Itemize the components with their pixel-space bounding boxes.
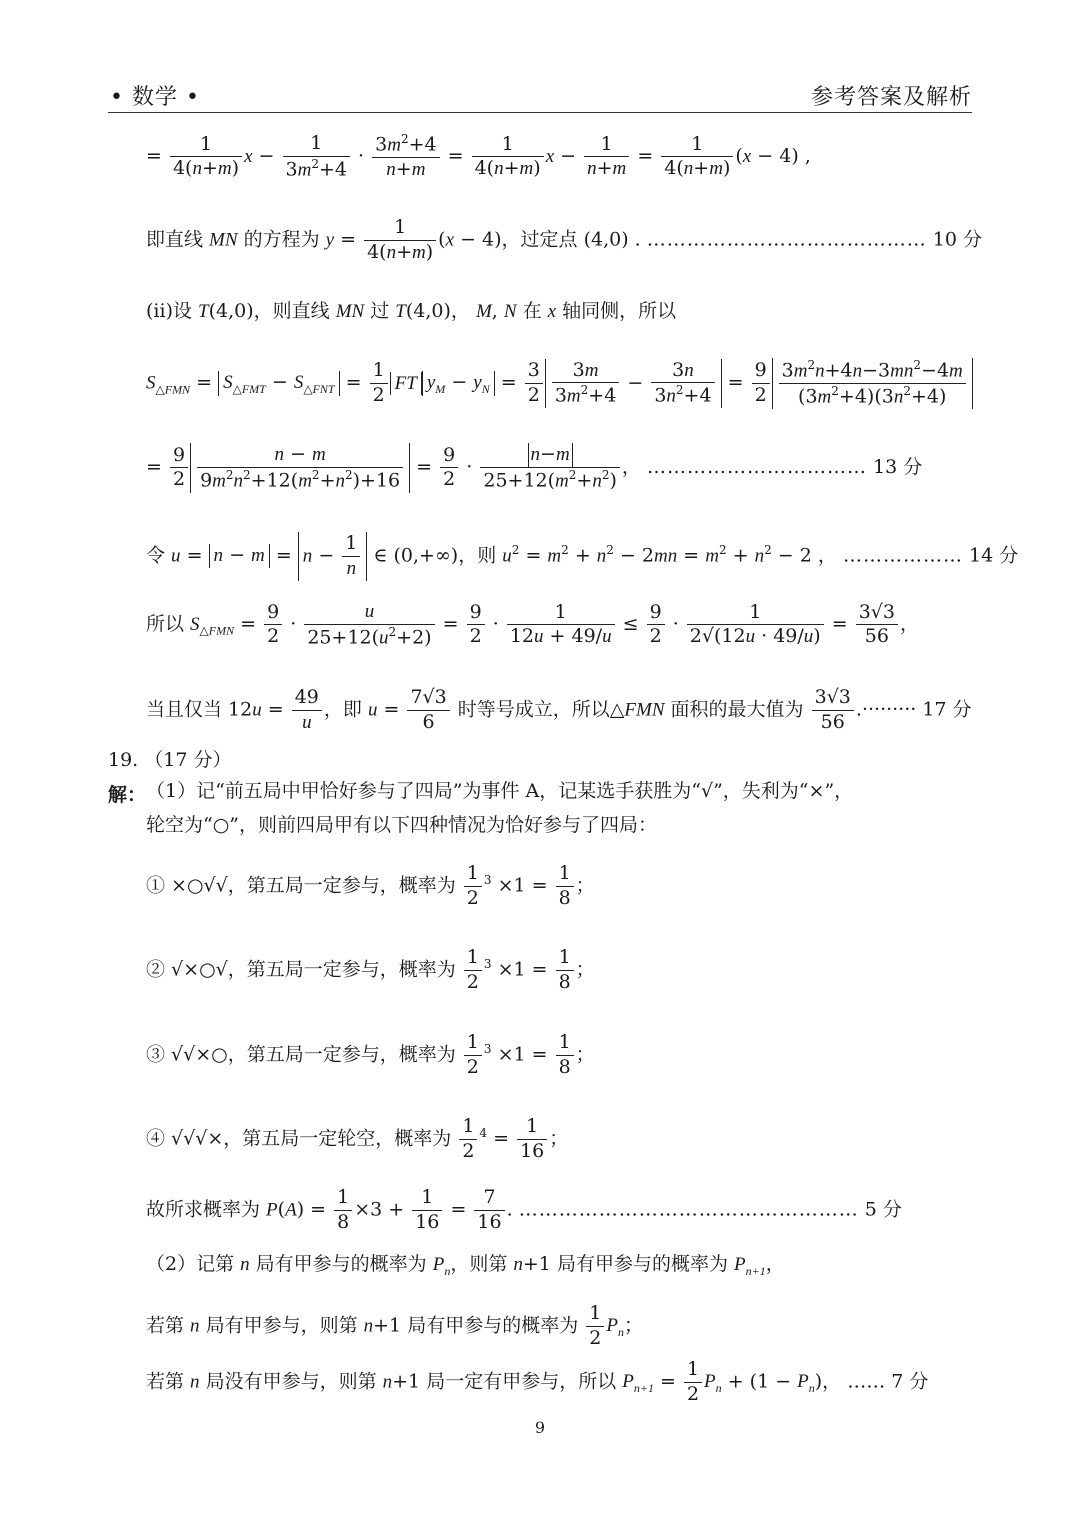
area-expression-2: = $\frac{9}{2}$ $\frac{n - m}{9m^2n^2+12(m^2+n^2)+16}$ = $\frac{9}{2}$ · $\frac{n-m}{25+12(m^2+n^2)}$ ， …………………………… 13 分	[146, 443, 923, 492]
area-bound-line: 所以 $S_{\triangle FMN}$ = $\frac{9}{2}$ · $\frac{u}{25+12(u^2+2)}$ = $\frac{9}{2}$ · $\frac{1}{12u + 49/u}$ ≤ $\frac{9}{2}$ · $\frac{1}{2√(12u \cdot 49/u)}$ = $\frac{3√3}{56}$ ，	[146, 600, 920, 649]
score-10: 10 分	[932, 228, 982, 251]
line-mn-equation: 即直线 MN 的方程为 y = $\frac{1}{4(n+m)}$ (x − 4)，过定点 (4,0) . …………………………………… 10 分	[146, 216, 982, 263]
case-1: ① ×○√√，第五局一定参与，概率为 $\frac{1}{2}$ $^3$ ×1 = $\frac{1}{8}$ ；	[146, 862, 595, 909]
score-5: 5 分	[864, 1198, 902, 1221]
part2-line-b: 若第 n 局有甲参与，则第 n+1 局有甲参与的概率为 $\frac{1}{2}$ $P_n$；	[146, 1302, 643, 1349]
part1-line-a: （1）记“前五局中甲恰好参与了四局”为事件 A，记某选手获胜为“√”，失利为“×”，	[146, 780, 854, 802]
header-rule	[108, 112, 972, 113]
part1-line-b: 轮空为“○”，则前四局甲有以下四种情况为恰好参与了四局：	[146, 814, 658, 836]
score-7: 7 分	[891, 1370, 929, 1393]
page-number: 9	[534, 1418, 546, 1437]
score-14: 14 分	[968, 544, 1019, 567]
area-expression-1: $S_{\triangle FMN} = S_{\triangle FMT} - S_{\triangle FNT}$ = $\frac{1}{2}$ FT $y_M - y_N$ = $\frac{3}{2}$ $\frac{3m}{3m^2+4}$ − $\frac{3n}{3n^2+4}$ = $\frac{9}{2}$ $\frac{3m^2n+4n-3mn^2-4m}{(3m^2+4)(3n^2+4)}$	[146, 358, 973, 409]
header-title: 参考答案及解析	[810, 85, 972, 110]
part2-line-c: 若第 n 局没有甲参与，则第 n+1 局一定有甲参与，所以 $P_{n+1}$ = $\frac{1}{2}$ $P_n + (1 - P_n)$， …… 7 分	[146, 1358, 929, 1405]
solution-label: 解：	[108, 784, 147, 806]
substitution-line: 令 u = n − m = n − $\frac{1}{n}$ ∈ (0,+∞)，则 $u^2 = m^2 + n^2 - 2mn = m^2 + n^2 - 2$ ， ……………… 14 分	[146, 532, 1019, 579]
case-2: ② √×○√，第五局一定参与，概率为 $\frac{1}{2}$ $^3$ ×1 = $\frac{1}{8}$ ；	[146, 946, 595, 993]
case-3: ③ √√×○，第五局一定参与，概率为 $\frac{1}{2}$ $^3$ ×1 = $\frac{1}{8}$ ；	[146, 1031, 595, 1078]
score-13: 13 分	[873, 455, 923, 478]
question-19-number: 19. （17 分）	[108, 749, 232, 771]
score-17: 17 分	[922, 698, 972, 721]
probability-result-line: 故所求概率为 P(A) = $\frac{1}{8}$ ×3 + $\frac{1}{16}$ = $\frac{7}{16}$ . …………………………………………… 5 分	[146, 1186, 902, 1233]
header-subject: • 数学 •	[110, 85, 200, 110]
equation-line-1: = $\frac{1}{4(n+m)}$ x − $\frac{1}{3m^2+4}$ · $\frac{3m^2+4}{n+m}$ = $\frac{1}{4(n+m)}$ x − $\frac{1}{n+m}$ = $\frac{1}{4(n+m)}$ (x − 4) ,	[146, 132, 811, 181]
equality-condition-line: 当且仅当 12u = $\frac{49}{u}$ ，即 u = $\frac{7√3}{6}$ 时等号成立，所以△FMN 面积的最大值为 $\frac{3√3}{56}$ .········· 17 分	[146, 686, 972, 733]
case-4: ④ √√√×，第五局一定轮空，概率为 $\frac{1}{2}$ $^4$ = $\frac{1}{16}$ ；	[146, 1115, 569, 1162]
part-ii-intro: (ii)设 T(4,0)，则直线 MN 过 T(4,0)， M, N 在 x 轴同侧，所以	[146, 300, 677, 322]
part2-line-a: （2）记第 n 局有甲参与的概率为 $P_n$，则第 n+1 局有甲参与的概率为 $P_{n+1}$，	[146, 1253, 785, 1278]
